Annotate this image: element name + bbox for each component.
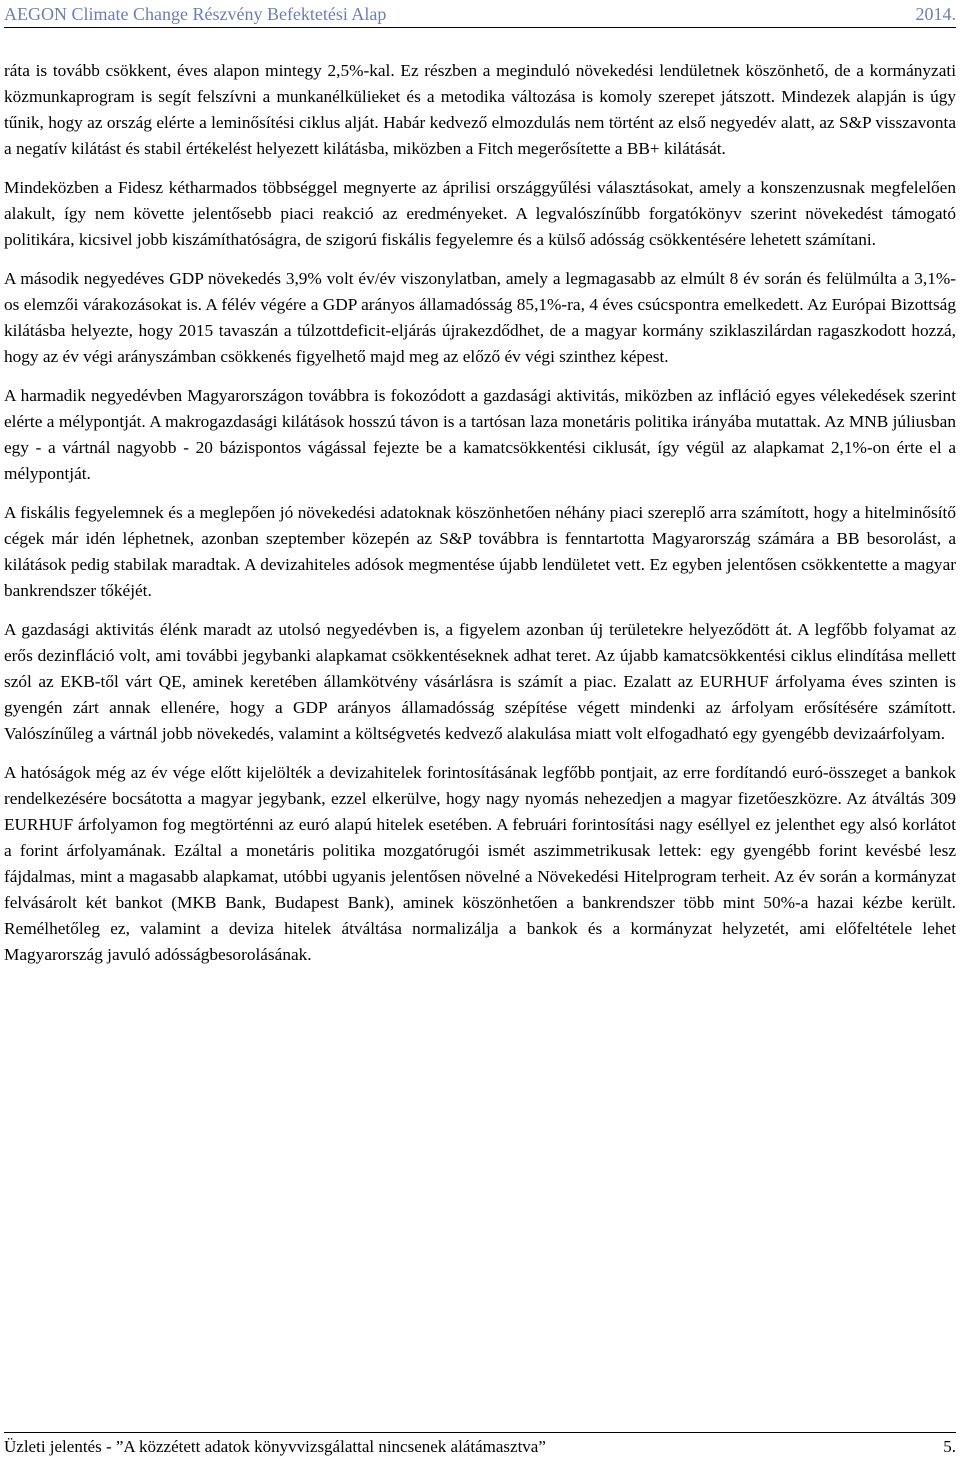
document-title: AEGON Climate Change Részvény Befektetési Alap bbox=[4, 4, 387, 24]
footer-disclaimer: Üzleti jelentés - ”A közzétett adatok könyvvizsgálattal nincsenek alátámasztva” bbox=[4, 1436, 546, 1456]
paragraph: A hatóságok még az év vége előtt kijelölték a devizahitelek forintosításának legfőbb pontjait, az erre fordítandó euró-összeget a bankok rendelkezésére bocsátotta a magyar jegybank, ezzel elkerülve, hogy nagy nyomás nehezedjen a magyar fizetőeszközre. Az átváltás 309 EURHUF árfolyamon fog megtörténni az euró alapú hitelek esetében. A februári forintosítási nagy eséllyel ez jelenthet egy alsó korlátot a forint árfolyamának. Ezáltal a monetáris politika mozgatórugói ismét aszimmetrikusak lettek: egy gyengébb forint kevésbé lesz fájdalmas, mint a magasabb alapkamat, utóbbi ugyanis jelentősen növelné a Növekedési Hitelprogram terheit. Az év során a kormányzat felvásárolt két bankot (MKB Bank, Budapest Bank), aminek köszönhetően a bankrendszer több mint 50%-a hazai kézbe került. Remélhetőleg ez, valamint a deviza hitelek átváltása normalizálja a bankok és a kormányzat helyzetét, ami előfeltétele lehet Magyarország javuló adósságbesorolásának. bbox=[4, 763, 956, 964]
page-header bbox=[4, 0, 956, 28]
paragraph: A fiskális fegyelemnek és a meglepően jó növekedési adatoknak köszönhetően néhány piaci szereplő arra számított, hogy a hitelminősítő cégek már idén léphetnek, azonban szeptember közepén az S&P továbbra is fenntartotta Magyarország számára a BB besorolást, a kilátások pedig stabilak maradtak. A devizahiteles adósok megmentése újabb lendületet vett. Ez egyben jelentősen csökkentette a magyar bankrendszer tőkéjét. bbox=[4, 503, 956, 600]
document-body bbox=[4, 58, 956, 981]
paragraph: Mindeközben a Fidesz kétharmados többséggel megnyerte az áprilisi országgyűlési választásokat, amely a konszenzusnak megfelelően alakult, így nem követte jelentősebb piaci reakció az eredményeket. A legvalószínűbb forgatókönyv szerint növekedést támogató politikára, kicsivel jobb kiszámíthatóságra, de szigorú fiskális fegyelemre és a külső adósság csökkentésére lehetett számítani. bbox=[4, 178, 956, 249]
paragraph: A második negyedéves GDP növekedés 3,9% volt év/év viszonylatban, amely a legmagasabb az elmúlt 8 év során és felülmúlta a 3,1%-os elemzői várakozásokat is. A félév végére a GDP arányos államadósság 85,1%-ra, 4 éves csúcspontra emelkedett. Az Európai Bizottság kilátásba helyezte, hogy 2015 tavaszán a túlzottdeficit-eljárás újrakezdődhet, de a magyar kormány sziklaszilárdan ragaszkodott hozzá, hogy az év végi arányszámban csökkenés figyelhető majd meg az előző év végi szinthez képest. bbox=[4, 269, 956, 366]
document-year: 2014. bbox=[915, 4, 956, 24]
page-number: 5. bbox=[943, 1436, 956, 1456]
page-footer bbox=[4, 1432, 956, 1460]
paragraph: A gazdasági aktivitás élénk maradt az utolsó negyedévben is, a figyelem azonban új területekre helyeződött át. A legfőbb folyamat az erős dezinfláció volt, ami további jegybanki alapkamat csökkentéseknek adhat teret. Az újabb kamatcsökkentési ciklus elindítása mellett szól az EKB-től várt QE, aminek keretében államkötvény vásárlásra is számít a piac. Ezalatt az EURHUF árfolyama éves szinten is gyengén zárt annak ellenére, hogy a GDP arányos államadósság szépítése végett mindenki az árfolyam erősítésére számított. Valószínűleg a vártnál jobb növekedés, valamint a költségvetés kedvező alakulása miatt volt elfogadható egy gyengébb devizaárfolyam. bbox=[4, 620, 956, 743]
paragraph: A harmadik negyedévben Magyarországon továbbra is fokozódott a gazdasági aktivitás, miközben az infláció egyes vélekedések szerint elérte a mélypontját. A makrogazdasági kilátások hosszú távon is a tartósan laza monetáris politika irányába mutattak. Az MNB júliusban egy - a vártnál nagyobb - 20 bázispontos vágással fejezte be a kamatcsökkentési ciklusát, így végül az alapkamat 2,1%-on érte el a mélypontját. bbox=[4, 386, 956, 483]
paragraph: ráta is tovább csökkent, éves alapon mintegy 2,5%-kal. Ez részben a meginduló növekedési lendületnek köszönhető, de a kormányzati közmunkaprogram is segít felszívni a munkanélkülieket és a metodika változása is komoly szerepet játszott. Mindezek alapján is úgy tűnik, hogy az ország elérte a leminősítési ciklus alját. Habár kedvező elmozdulás nem történt az első negyedév alatt, az S&P visszavonta a negatív kilátást és stabil értékelést helyezett kilátásba, miközben a Fitch megerősítette a BB+ kilátását. bbox=[4, 61, 956, 158]
